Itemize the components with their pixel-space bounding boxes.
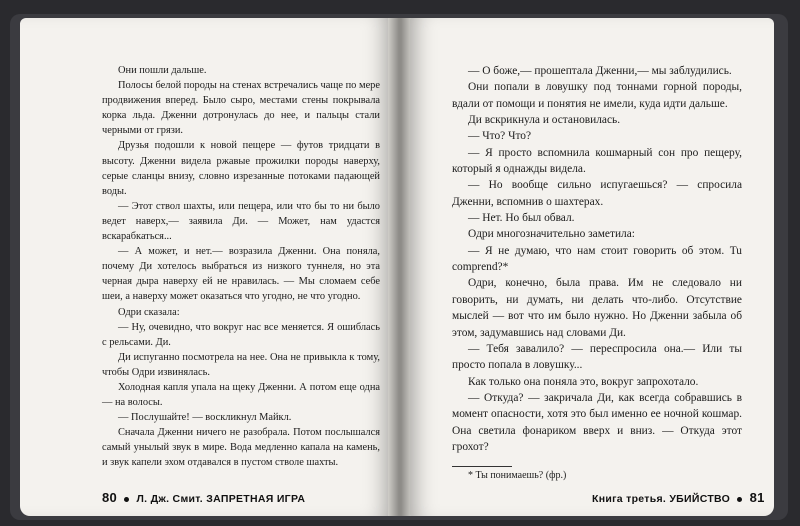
bullet-icon <box>124 497 129 502</box>
paragraph: Как только она поняла это, вокруг запрохотало. <box>468 375 699 388</box>
paragraph: — Ну, очевидно, что вокруг нас все меняется. Я ошиблась с рельсами. Ди. <box>102 321 380 348</box>
paragraph: Друзья подошли к новой пещере — футов тридцати в высоту. Дженни видела ржавые прожилки породы наверху, серые сланцы внизу, словно изрезанные потоками падающей воды. <box>102 140 380 197</box>
paragraph: Одри сказала: <box>118 306 180 318</box>
paragraph: Одри, конечно, была права. Им не следовало ни говорить, ни думать, ни делать что-либо. Отсутствие мыслей — вот что им было нужно. Но Дженни забыла об этом, задумавшись над словами Ди. <box>452 277 742 339</box>
paragraph: — О боже,— прошептала Дженни,— мы заблудились. <box>468 65 732 77</box>
paragraph: — Послушайте! — воскликнул Майкл. <box>118 412 292 424</box>
paragraph: — Нет. Но был обвал. <box>468 212 575 225</box>
page-number: 80 <box>102 490 118 505</box>
paragraph: Холодная капля упала на щеку Дженни. А потом еще одна — на волосы. <box>102 381 380 409</box>
paragraph: — Тебя завалило? — переспросила она.— Или ты просто попала в ловушку... <box>452 342 742 372</box>
paragraph: Они пошли дальше. <box>118 65 207 76</box>
book-gutter <box>388 18 412 516</box>
paragraph: — А может, и нет.— возразила Дженни. Она поняла, почему Ди хотелось выбраться из низкого туннеля, но эта черная дыра наверху ей не нравилась. — Мы сломаем себе шеи, а наверху может оказаться что угодно, не что угодно. <box>102 246 380 303</box>
bullet-icon <box>737 497 742 502</box>
running-title: Книга третья. УБИЙСТВО <box>592 493 731 505</box>
footnote: * Ты понимаешь? (фр.) <box>468 470 567 481</box>
paragraph: Одри многозначительно заметила: <box>468 228 635 241</box>
paragraph: — Откуда? — закричала Ди, как всегда собравшись в момент опасности, хотя это был именно ее ночной кошмар. Она светила фонариком вверх и вниз. — Откуда этот грохот? <box>452 391 742 453</box>
paragraph: — Этот ствол шахты, или пещера, или что бы то ни было ведет наверх,— заявила Ди. — Может, нам удастся вскарабкаться... <box>102 200 380 243</box>
page-number: 81 <box>749 490 765 505</box>
left-page <box>20 18 390 516</box>
paragraph: Сначала Дженни ничего не разобрала. Потом послышался самый унылый звук в мире. Вода медленно капала на камень, и звук капели эхом отдавался в пустом стволе шахты. <box>102 427 380 469</box>
paragraph: Ди вскрикнула и остановилась. <box>468 114 621 127</box>
paragraph: — Что? Что? <box>468 130 532 143</box>
footnote-rule <box>452 466 512 467</box>
paragraph: — Я просто вспомнила кошмарный сон про пещеру, который я однажды видела. <box>452 146 742 176</box>
left-page-text <box>102 63 380 471</box>
running-title: Л. Дж. Смит. ЗАПРЕТНАЯ ИГРА <box>136 493 306 505</box>
left-running-footer <box>102 490 305 505</box>
right-running-footer <box>592 490 765 505</box>
paragraph: Они попали в ловушку под тоннами горной породы, вдали от помощи и понятия не имели, куда идти дальше. <box>452 81 742 110</box>
paragraph: Полосы белой породы на стенах встречались чаще по мере продвижения вперед. Было сыро, местами стены покрывала корка льда. Дженни дотронулась до нее, и пальцы стали черными от грязи. <box>102 80 380 137</box>
right-page-text <box>452 63 742 455</box>
paragraph: — Но вообще сильно испугаешься? — спросила Дженни, вспомнив о шахтерах. <box>452 179 742 208</box>
paragraph: Ди испуганно посмотрела на нее. Она не привыкла к тому, чтобы Одри извинялась. <box>102 351 380 378</box>
paragraph: — Я не думаю, что нам стоит говорить об этом. Tu comprend?* <box>452 244 742 274</box>
right-page <box>410 18 774 516</box>
